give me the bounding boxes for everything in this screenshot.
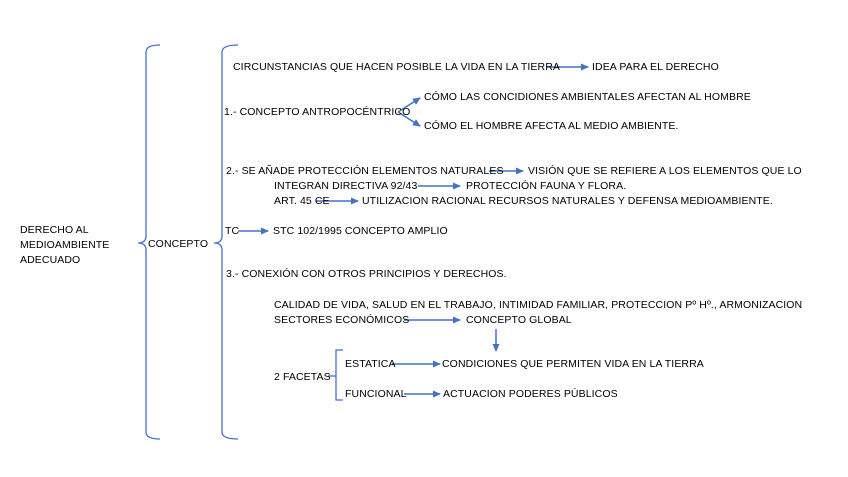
node-facetas: 2 FACETAS xyxy=(274,371,331,383)
node-proteccion-elementos: 2.- SE AÑADE PROTECCIÓN ELEMENTOS NATURALES xyxy=(226,165,504,177)
node-concepto-global: CONCEPTO GLOBAL xyxy=(466,314,572,326)
root-line-1: DERECHO AL xyxy=(20,224,89,236)
node-como-hombre: CÓMO EL HOMBRE AFECTA AL MEDIO AMBIENTE. xyxy=(424,120,679,132)
node-conexion: 3.- CONEXIÓN CON OTROS PRINCIPIOS Y DERECHOS. xyxy=(226,268,507,280)
node-tc: TC xyxy=(225,225,240,237)
root-line-2: MEDIOAMBIENTE xyxy=(20,239,110,251)
brace-concepto xyxy=(214,45,238,439)
node-calidad-line-2: SECTORES ECONÓMICOS xyxy=(274,314,410,326)
concepto-label: CONCEPTO xyxy=(148,238,209,250)
node-stc: STC 102/1995 CONCEPTO AMPLIO xyxy=(273,225,448,237)
node-idea: IDEA PARA EL DERECHO xyxy=(592,61,719,73)
node-proteccion-fauna: PROTECCIÓN FAUNA Y FLORA. xyxy=(466,180,627,192)
node-funcional: FUNCIONAL xyxy=(345,388,407,400)
node-actuacion: ACTUACION PODERES PÚBLICOS xyxy=(443,388,618,400)
node-circunstancias: CIRCUNSTANCIAS QUE HACEN POSIBLE LA VIDA EN LA TIERRA xyxy=(233,61,561,73)
node-vision: VISIÓN QUE SE REFIERE A LOS ELEMENTOS QUE LO xyxy=(528,165,802,177)
node-art45: ART. 45 CE xyxy=(274,195,330,207)
node-condiciones-vida: CONDICIONES QUE PERMITEN VIDA EN LA TIERRA xyxy=(442,358,704,370)
node-estatica: ESTATICA xyxy=(345,358,396,370)
brace-facetas xyxy=(336,350,343,400)
node-utilizacion: UTILIZACION RACIONAL RECURSOS NATURALES Y DEFENSA MEDIOAMBIENTE. xyxy=(362,195,773,207)
node-integran: INTEGRAN DIRECTIVA 92/43 xyxy=(274,180,418,192)
root-line-3: ADECUADO xyxy=(20,254,81,266)
node-antropocentrico: 1.- CONCEPTO ANTROPOCÉNTRICO xyxy=(224,106,411,118)
node-calidad-line-1: CALIDAD DE VIDA, SALUD EN EL TRABAJO, INTIMIDAD FAMILIAR, PROTECCION Pº Hº., ARMONIZACION xyxy=(274,299,803,311)
node-como-condiciones: CÓMO LAS CONCIDIONES AMBIENTALES AFECTAN AL HOMBRE xyxy=(424,91,751,103)
